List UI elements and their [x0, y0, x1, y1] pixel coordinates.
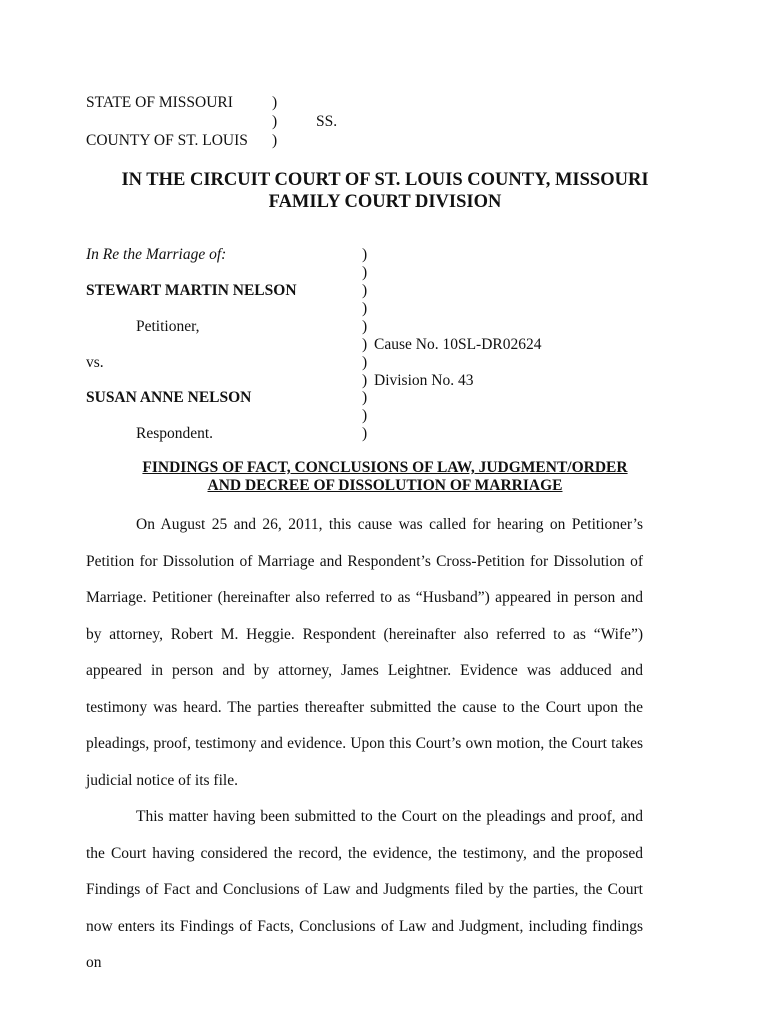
- petitioner-name: STEWART MARTIN NELSON: [86, 282, 297, 299]
- caption-paren: ): [362, 425, 368, 442]
- versus-label: vs.: [86, 354, 104, 371]
- caption-paren: ): [362, 407, 368, 424]
- document-title-line2: AND DECREE OF DISSOLUTION OF MARRIAGE: [207, 477, 563, 494]
- document-title-line1: FINDINGS OF FACT, CONCLUSIONS OF LAW, JUDGMENT/ORDER: [142, 459, 628, 476]
- venue-paren: ): [272, 132, 278, 149]
- body-paragraph-2: This matter having been submitted to the Court on the pleadings and proof, and the Court having considered the record, the evidence, the testimony, and the proposed Findings of Fact and Conclusions of Law and Judgments filed by the parties, the Court now enters its Findings of Facts, Conclusions of Law and Judgment, including findings on: [86, 808, 643, 971]
- court-name: IN THE CIRCUIT COURT OF ST. LOUIS COUNTY, MISSOURI: [121, 170, 649, 190]
- caption-paren: ): [362, 354, 368, 371]
- respondent-name: SUSAN ANNE NELSON: [86, 389, 252, 406]
- petitioner-role: Petitioner,: [136, 318, 200, 335]
- body-paragraph-1: On August 25 and 26, 2011, this cause was called for hearing on Petitioner’s Petition for Dissolution of Marriage and Respondent’s Cross-Petition for Dissolution of Marriage. Petitioner (hereinafter also referred to as “Husband”) appeared in person and by attorney, Robert M. Heggie. Respondent (hereinafter also referred to as “Wife”) appeared in person and by attorney, James Leightner. Evidence was adduced and testimony was heard. The parties thereafter submitted the cause to the Court upon the pleadings, proof, testimony and evidence. Upon this Court’s own motion, the Court takes judicial notice of its file.: [86, 516, 643, 789]
- caption-paren: ): [362, 264, 368, 281]
- venue-paren: ): [272, 113, 278, 130]
- caption-paren: ): [362, 389, 368, 406]
- caption-paren: ): [362, 372, 368, 389]
- caption-paren: ): [362, 282, 368, 299]
- in-re-label: In Re the Marriage of:: [86, 246, 227, 263]
- body-text: [86, 507, 643, 982]
- caption-paren: ): [362, 336, 368, 353]
- venue-county: COUNTY OF ST. LOUIS: [86, 132, 248, 149]
- respondent-role: Respondent.: [136, 425, 214, 442]
- caption-paren: ): [362, 246, 368, 263]
- court-division: FAMILY COURT DIVISION: [268, 192, 502, 212]
- venue-state: STATE OF MISSOURI: [86, 94, 233, 111]
- caption-paren: ): [362, 318, 368, 335]
- division-number: Division No. 43: [374, 372, 474, 389]
- venue-ss: SS.: [316, 113, 338, 130]
- venue-paren: ): [272, 94, 278, 111]
- cause-number: Cause No. 10SL-DR02624: [374, 336, 542, 353]
- caption-paren: ): [362, 300, 368, 317]
